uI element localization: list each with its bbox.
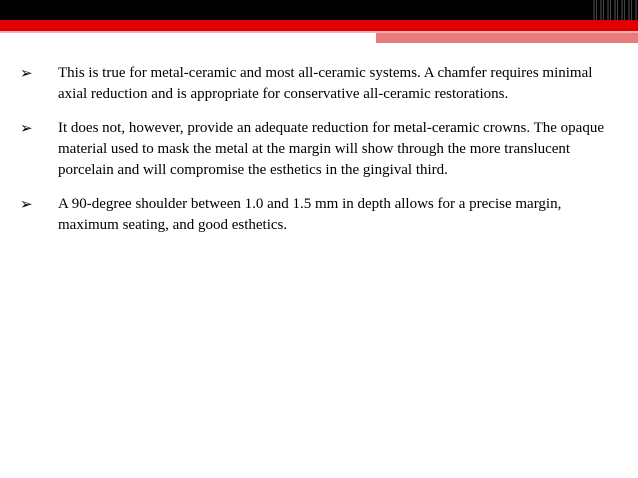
header-black-bar [0,0,638,20]
bullet-text: This is true for metal-ceramic and most all-ceramic systems. A chamfer requires minimal axial reduction and is appropriate for conservative all-ceramic restorations. [58,65,593,102]
arrow-bullet-icon: ➢ [20,119,33,137]
bullet-item [20,194,610,236]
slide-content [20,63,610,249]
bullet-item [20,63,610,105]
arrow-bullet-icon: ➢ [20,64,33,82]
bullet-text: It does not, however, provide an adequate reduction for metal-ceramic crowns. The opaque material used to mask the metal at the margin will show through the more translucent porcelain and will compromise the esthetics in the gingival third. [58,120,604,178]
header-red-bar [0,20,638,31]
arrow-bullet-icon: ➢ [20,195,33,213]
header-accent-block [376,33,638,43]
header-stripes [590,0,638,20]
bullet-text: A 90-degree shoulder between 1.0 and 1.5 mm in depth allows for a precise margin, maximum seating, and good esthetics. [58,196,562,233]
bullet-item [20,118,610,181]
